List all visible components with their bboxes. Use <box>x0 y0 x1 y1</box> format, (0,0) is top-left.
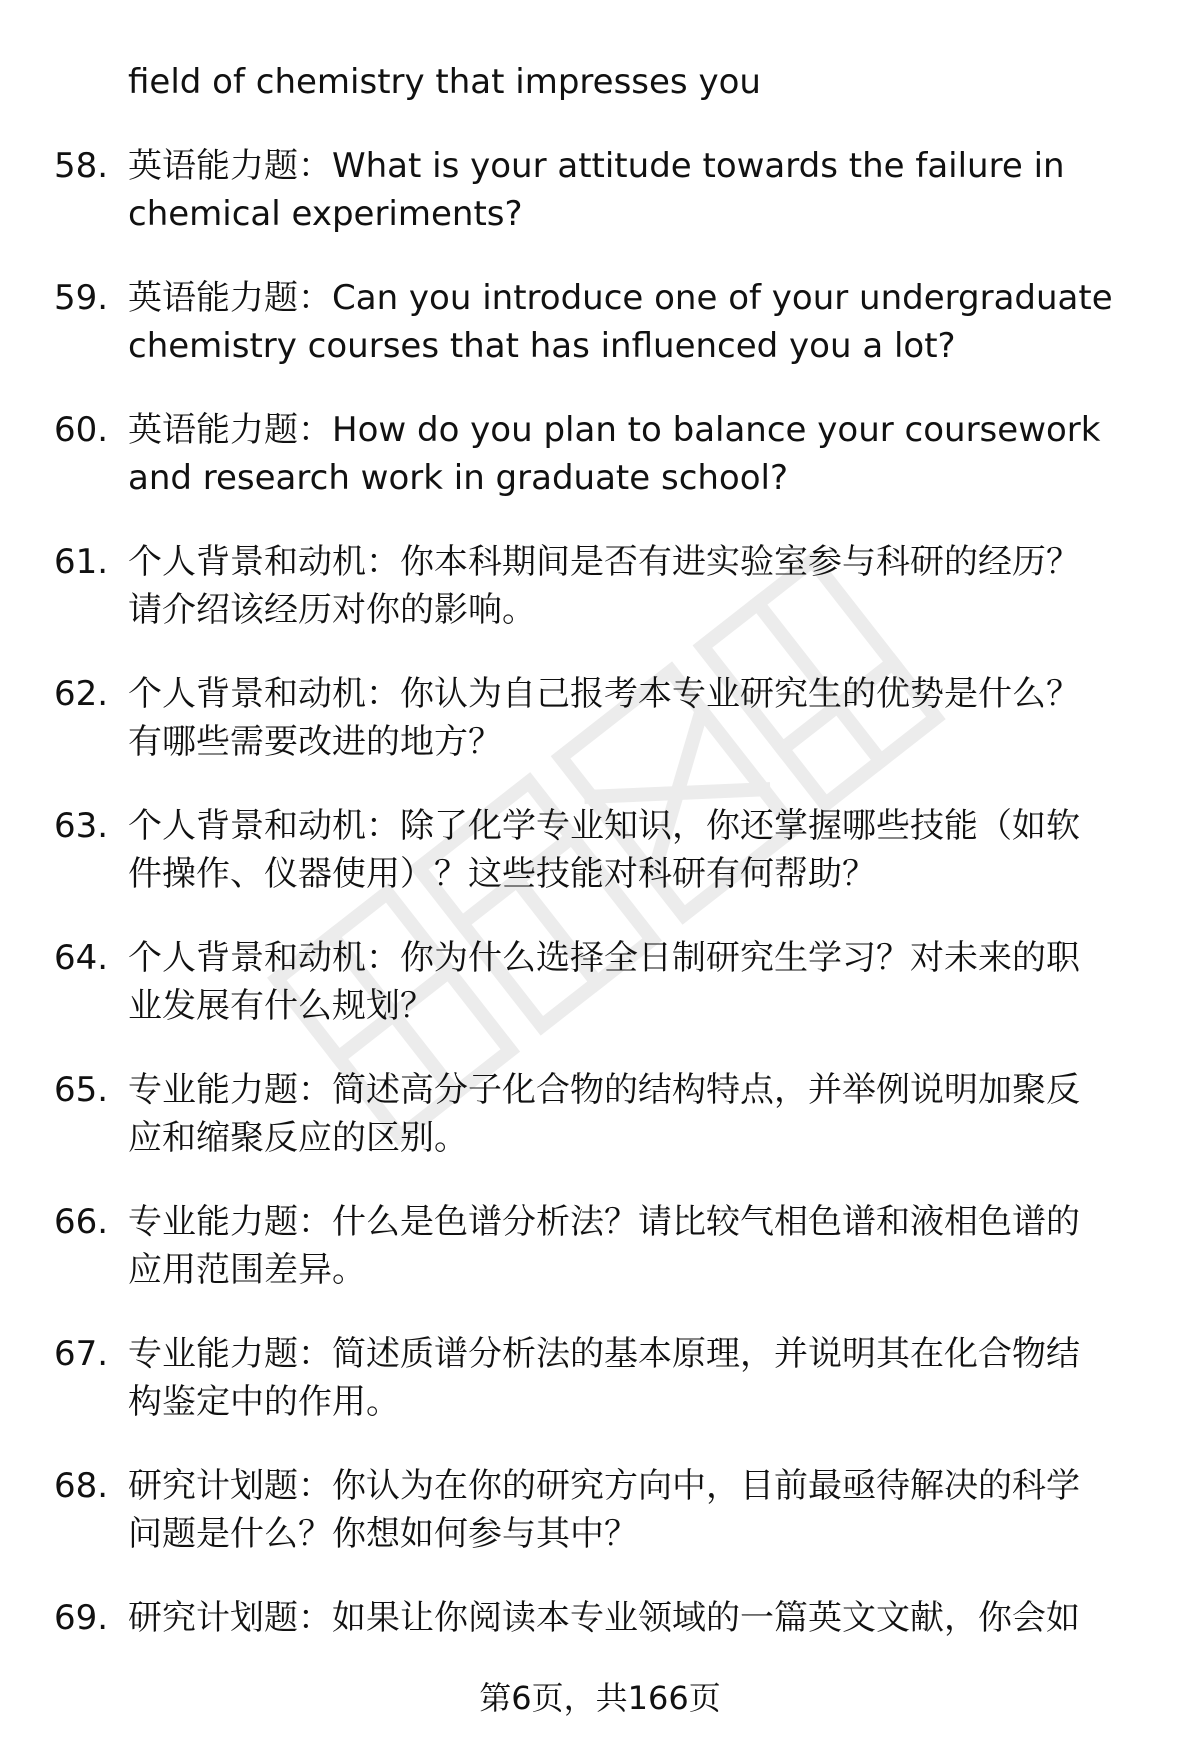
question-number: 64. <box>54 938 109 978</box>
question-number: 58. <box>54 146 109 186</box>
question-text-line: 业发展有什么规划？ <box>128 986 434 1026</box>
question-text <box>128 142 1148 238</box>
question-text <box>128 1066 1148 1162</box>
question-item <box>0 1330 1200 1462</box>
question-item <box>0 142 1200 274</box>
question-number: 60. <box>54 410 109 450</box>
question-text-line: 有哪些需要改进的地方？ <box>128 722 502 762</box>
question-number: 69. <box>54 1598 109 1638</box>
question-item <box>0 406 1200 538</box>
question-text-line: 专业能力题：什么是色谱分析法？请比较气相色谱和液相色谱的 <box>128 1202 1080 1242</box>
question-text <box>128 802 1148 898</box>
question-text-line: and research work in graduate school? <box>128 458 789 498</box>
question-text <box>128 274 1148 370</box>
question-list <box>0 142 1200 1726</box>
question-text-line: 应和缩聚反应的区别。 <box>128 1118 468 1158</box>
question-item <box>0 1462 1200 1594</box>
question-text-line: chemical experiments? <box>128 194 523 234</box>
question-item <box>0 1066 1200 1198</box>
question-text <box>128 670 1148 766</box>
question-number: 68. <box>54 1466 109 1506</box>
question-number: 61. <box>54 542 109 582</box>
question-text-line: 研究计划题：如果让你阅读本专业领域的一篇英文文献，你会如 <box>128 1598 1080 1638</box>
question-item <box>0 538 1200 670</box>
question-text-line: 英语能力题：How do you plan to balance your coursework <box>128 410 1101 450</box>
question-item <box>0 1198 1200 1330</box>
question-number: 66. <box>54 1202 109 1242</box>
question-item <box>0 802 1200 934</box>
question-text-line: 问题是什么？你想如何参与其中？ <box>128 1514 638 1554</box>
question-text-line: 个人背景和动机：你本科期间是否有进实验室参与科研的经历？ <box>128 542 1080 582</box>
question-item <box>0 934 1200 1066</box>
continuation-line: field of chemistry that impresses you <box>128 62 761 102</box>
question-text-line: 个人背景和动机：除了化学专业知识，你还掌握哪些技能（如软 <box>128 806 1080 846</box>
question-text-line: 构鉴定中的作用。 <box>128 1382 400 1422</box>
question-text <box>128 1330 1148 1426</box>
question-item <box>0 274 1200 406</box>
question-text-line: 英语能力题：What is your attitude towards the failure in <box>128 146 1065 186</box>
question-text-line: 应用范围差异。 <box>128 1250 366 1290</box>
question-text-line: 专业能力题：简述质谱分析法的基本原理，并说明其在化合物结 <box>128 1334 1080 1374</box>
page-footer: 第6页，共166页 <box>479 1679 721 1717</box>
question-text <box>128 1198 1148 1294</box>
question-text <box>128 538 1148 634</box>
question-text-line: 英语能力题：Can you introduce one of your undergraduate <box>128 278 1113 318</box>
question-text <box>128 406 1148 502</box>
question-text <box>128 1594 1148 1642</box>
question-number: 62. <box>54 674 109 714</box>
question-text-line: 研究计划题：你认为在你的研究方向中，目前最亟待解决的科学 <box>128 1466 1080 1506</box>
question-number: 63. <box>54 806 109 846</box>
question-text <box>128 934 1148 1030</box>
question-text-line: chemistry courses that has influenced you a lot? <box>128 326 956 366</box>
question-text-line: 个人背景和动机：你认为自己报考本专业研究生的优势是什么？ <box>128 674 1080 714</box>
question-number: 67. <box>54 1334 109 1374</box>
question-item <box>0 670 1200 802</box>
question-text-line: 专业能力题：简述高分子化合物的结构特点，并举例说明加聚反 <box>128 1070 1080 1110</box>
question-number: 59. <box>54 278 109 318</box>
question-text-line: 件操作、仪器使用）？这些技能对科研有何帮助？ <box>128 854 876 894</box>
question-text <box>128 1462 1148 1558</box>
question-text-line: 请介绍该经历对你的影响。 <box>128 590 536 630</box>
question-text-line: 个人背景和动机：你为什么选择全日制研究生学习？对未来的职 <box>128 938 1080 978</box>
question-number: 65. <box>54 1070 109 1110</box>
